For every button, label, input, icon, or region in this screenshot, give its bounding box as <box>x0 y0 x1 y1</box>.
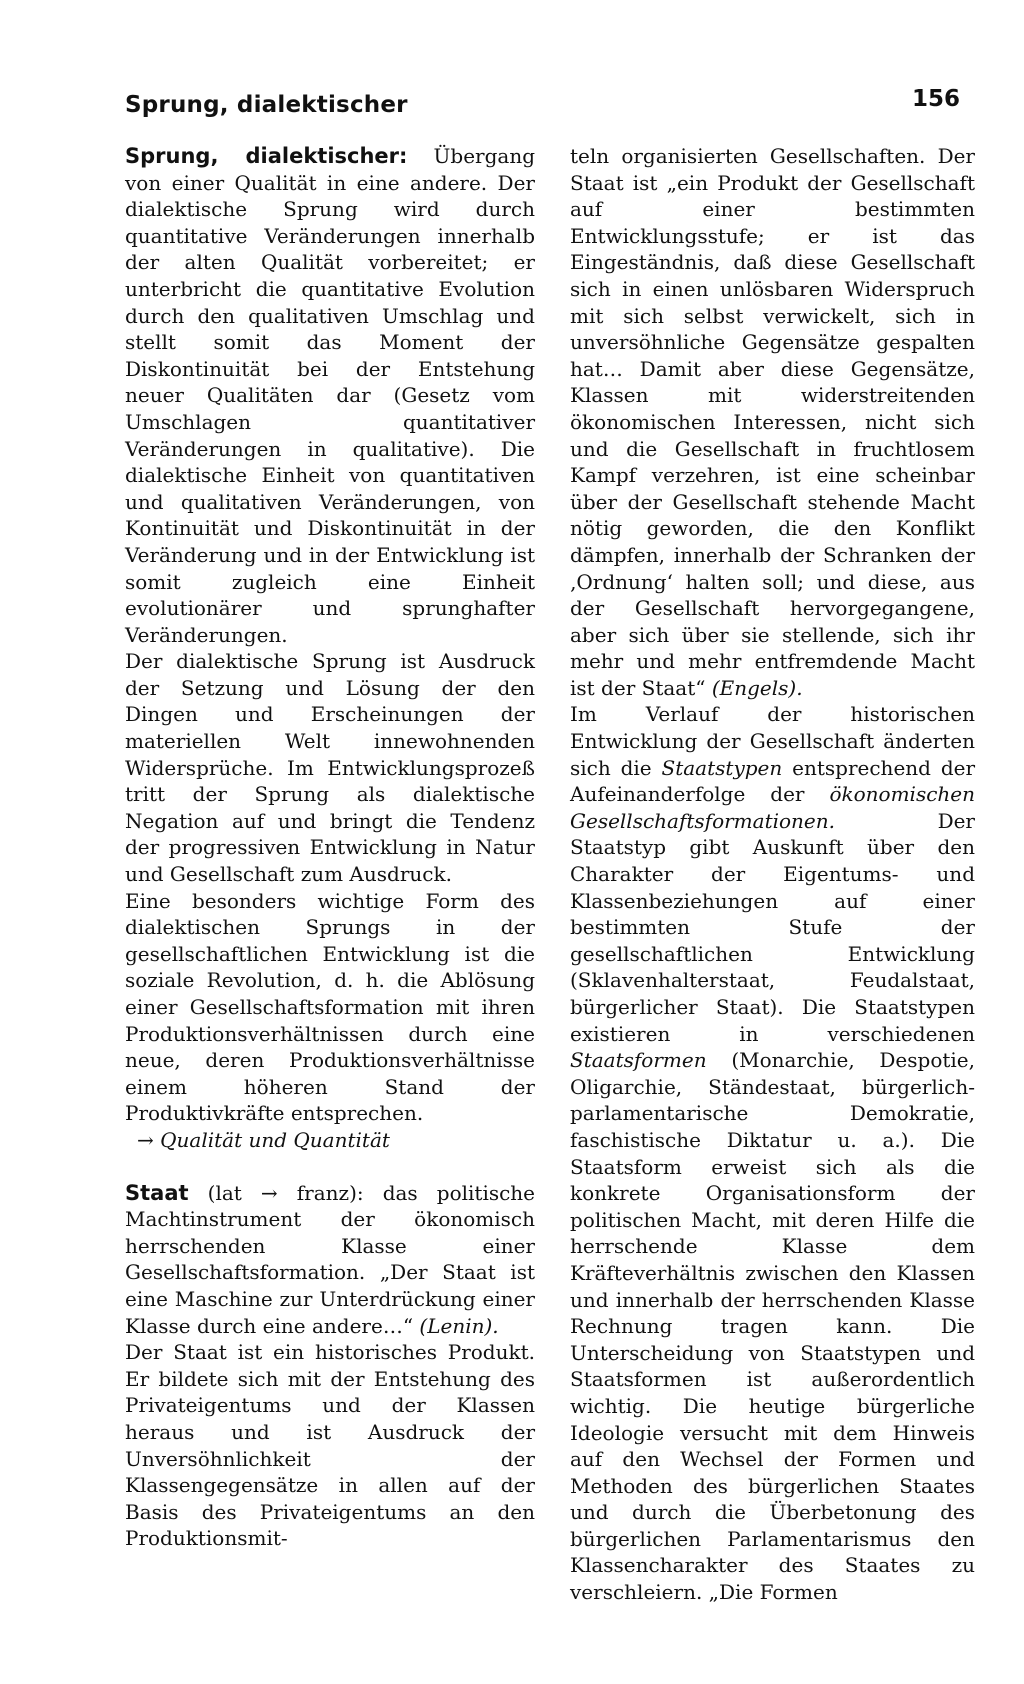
staat-text-2: Der Staat ist ein historisches Produkt. Er bildete sich mit der Entstehung des Privateigentums und der Klassen heraus und ist Ausdruck der Unversöhnlichkeit der Klassengegensätze in allen auf der Basis des Privateigentums an den Produktionsmit- <box>125 1340 535 1551</box>
arrow-icon: → <box>260 1180 278 1205</box>
sprung-text-1: Übergang von einer Qualität in eine andere. Der dialektische Sprung wird durch quantitative Veränderungen innerhalb der alten Qualität vorbereitet; er unterbricht die quantitative Evolution durch den qualitativen Umschlag und stellt somit das Moment der Diskontinuität bei der Entstehung neuer Qualitäten dar (Gesetz vom Umschlagen quantitativer Veränderungen in qualitative). Die dialektische Einheit von quantitativen und qualitativen Veränderungen, von Kontinuität und Diskontinuität in der Veränderung und in der Entwicklung ist somit zugleich eine Einheit evolutionärer und sprunghafter Veränderungen. <box>125 144 535 647</box>
entry-sprung-paragraph-1 <box>125 143 535 648</box>
entry-sprung-paragraph-2: Der dialektische Sprung ist Ausdruck der Setzung und Lösung der den Dingen und Erscheinungen der materiellen Welt innewohnenden Widersprüche. Im Entwicklungsprozeß tritt der Sprung als dialektische Negation auf und bringt die Tendenz der progressiven Entwicklung in Natur und Gesellschaft zum Ausdruck. <box>125 649 535 887</box>
left-column <box>125 143 535 1552</box>
staat-text-1: franz): das politische Machtinstrument der ökonomisch herrschenden Klasse einer Gesellschaftsformation. „Der Staat ist eine Maschine zur Unterdrückung einer Klasse durch eine andere…“ <box>125 1180 536 1338</box>
entry-staat-paragraph-2-cont <box>570 143 975 701</box>
term-staatsformen: Staatsformen <box>570 1048 707 1073</box>
entry-staat-paragraph-2-start <box>125 1339 535 1552</box>
staat-etym-open: (lat <box>207 1180 242 1205</box>
see-also-reference <box>125 1127 535 1154</box>
staat-text-3b: entsprechend der Aufeinanderfolge der <box>570 755 976 807</box>
entry-staat-paragraph-3 <box>570 701 975 1605</box>
lemma-staat: Staat <box>125 1180 189 1205</box>
citation-engels: (Engels). <box>711 675 803 700</box>
staat-text-3a: Im Verlauf der historischen Entwicklung der Gesellschaft änderten sich die <box>570 702 975 780</box>
staat-text-3c: Der Staatstyp gibt Auskunft über den Charakter der Eigentums- und Klassenbeziehungen auf einer bestimmten Stufe der gesellschaftlichen Entwicklung (Sklavenhalterstaat, Feudalstaat, bürgerlicher Staat). Die Staatstypen existieren in verschiedenen <box>570 808 975 1046</box>
term-staatstypen: Staatstypen <box>661 755 783 780</box>
staat-text-2-cont: teln organisierten Gesellschaften. Der Staat ist „ein Produkt der Gesellschaft auf einer bestimmten Entwicklungsstufe; er ist das Eingeständnis, daß diese Gesellschaft sich in einen unlösbaren Widerspruch mit sich selbst verwickelt, sich in unversöhnliche Gegensätze gespalten hat… Damit aber diese Gegensätze, Klassen mit widerstreitenden ökonomischen Interessen, nicht sich und die Gesellschaft in fruchtlosem Kampf verzehren, ist eine scheinbar über der Gesellschaft stehende Macht nötig geworden, die den Konflikt dämpfen, innerhalb der Schranken der ‚Ordnung‘ halten soll; und diese, aus der Gesellschaft hervorgegangene, aber sich über sie stellende, sich ihr mehr und mehr entfremdende Macht ist der Staat“ <box>570 144 975 700</box>
running-head: Sprung, dialektischer <box>125 92 408 118</box>
entry-staat-paragraph-1 <box>125 1180 535 1340</box>
right-column <box>570 143 975 1606</box>
entry-sprung-paragraph-3: Eine besonders wichtige Form des dialektischen Sprungs in der gesellschaftlichen Entwicklung ist die soziale Revolution, d. h. die Ablösung einer Gesellschaftsformation mit ihren Produktionsverhältnissen durch eine neue, deren Produktionsverhältnisse einem höheren Stand der Produktivkräfte entsprechen. <box>125 888 535 1126</box>
page-number: 156 <box>912 86 961 112</box>
staat-text-3d: (Monarchie, Despotie, Oligarchie, Ständestaat, bürgerlich-parlamentarische Demokratie, faschistische Diktatur u. a.). Die Staatsform erweist sich als die konkrete Organisationsform der politischen Macht, mit deren Hilfe die herrschende Klasse dem Kräfteverhältnis zwischen den Klassen und innerhalb der herrschenden Klasse Rechnung tragen kann. Die Unterscheidung von Staatstypen und Staatsformen ist außerordentlich wichtig. Die heutige bürgerliche Ideologie versucht mit dem Hinweis auf den Wechsel der Formen und Methoden des bürgerlichen Staates und durch die Überbetonung des bürgerlichen Parlamentarismus den Klassencharakter des Staates zu verschleiern. „Die Formen <box>570 1048 976 1605</box>
lemma-sprung: Sprung, dialektischer: <box>125 144 408 168</box>
see-also-text: Qualität und Quantität <box>160 1127 390 1152</box>
citation-lenin: (Lenin). <box>419 1313 499 1338</box>
term-gesellschaftsformationen: ökonomischen Gesellschaftsformationen. <box>570 782 975 833</box>
arrow-icon: → <box>137 1127 154 1152</box>
